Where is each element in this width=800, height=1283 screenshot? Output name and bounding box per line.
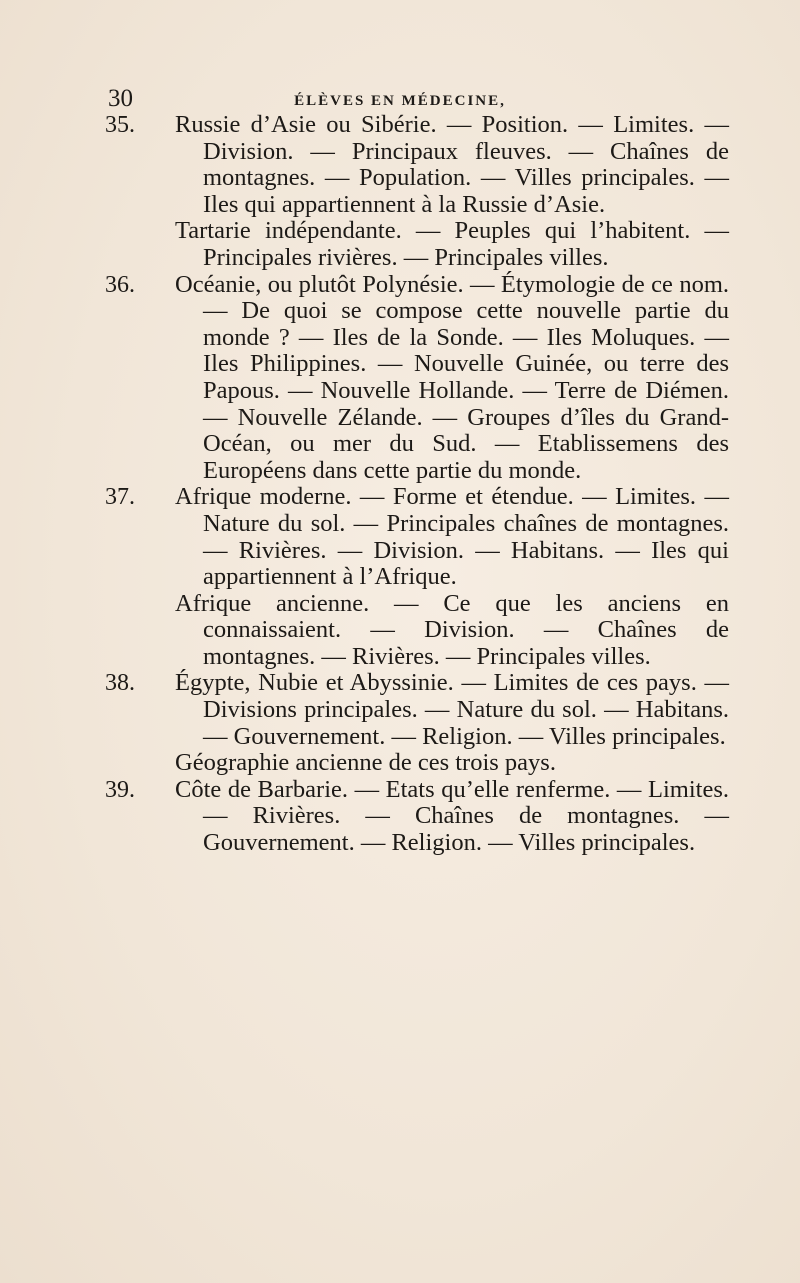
entry-text — [175, 484, 729, 670]
entry-36 — [0, 272, 800, 485]
entry-paragraph: Russie d’Asie ou Sibérie. — Position. — Limites. — Division. — Principaux fleuves. — Chaînes de montagnes. — Population. — Villes principales. — Iles qui appartiennent à la Russie d’Asie. — [175, 111, 729, 218]
entry-paragraph: Afrique moderne. — Forme et étendue. — Limites. — Nature du sol. — Principales chaînes de montagnes. — Rivières. — Division. — Habitans. — Iles qui appartiennent à l’Afrique. — [175, 483, 729, 591]
entry-number: 36. — [105, 271, 135, 298]
entry-35 — [0, 112, 800, 272]
page-header — [0, 84, 800, 114]
entry-text — [175, 272, 729, 485]
entry-text — [175, 112, 729, 272]
page-body — [0, 112, 800, 857]
page-number: 30 — [108, 85, 133, 112]
entry-37 — [0, 484, 800, 670]
entry-paragraph: Géographie ancienne de ces trois pays. — [175, 749, 556, 777]
running-title: ÉLÈVES EN MÉDECINE, — [294, 93, 506, 109]
entry-paragraph: Égypte, Nubie et Abyssinie. — Limites de ces pays. — Divisions principales. — Nature du sol. — Habitans. — Gouvernement. — Religion. — Villes principales. — [175, 669, 729, 750]
entry-38 — [0, 670, 800, 776]
entry-paragraph: Afrique ancienne. — Ce que les anciens en connaissaient. — Division. — Chaînes de montagnes. — Rivières. — Principales villes. — [175, 589, 729, 670]
entry-39 — [0, 777, 800, 857]
entry-paragraph: Océanie, ou plutôt Polynésie. — Étymologie de ce nom.— De quoi se compose cette nouvelle partie du monde ? — Iles de la Sonde. — Iles Moluques. — Iles Philippines. — Nouvelle Guinée, ou terre des Papous. — Nouvelle Hollande. — Terre de Diémen. — Nouvelle Zélande. — Groupes d’îles du Grand-Océan, ou mer du Sud. — Etablissemens des Européens dans cette partie du monde. — [175, 270, 729, 484]
entry-text — [175, 777, 729, 857]
entry-paragraph: Tartarie indépendante. — Peuples qui l’habitent. — Principales rivières. — Principales villes. — [175, 217, 729, 271]
entry-number: 35. — [105, 112, 135, 138]
entry-paragraph: Côte de Barbarie. — Etats qu’elle renferme. — Limites. — Rivières. — Chaînes de montagnes. — Gouvernement. — Religion. — Villes principales. — [175, 775, 729, 857]
entry-number: 39. — [105, 776, 135, 803]
entry-text — [175, 670, 729, 776]
entry-number: 38. — [105, 670, 135, 697]
entry-number: 37. — [105, 484, 135, 511]
